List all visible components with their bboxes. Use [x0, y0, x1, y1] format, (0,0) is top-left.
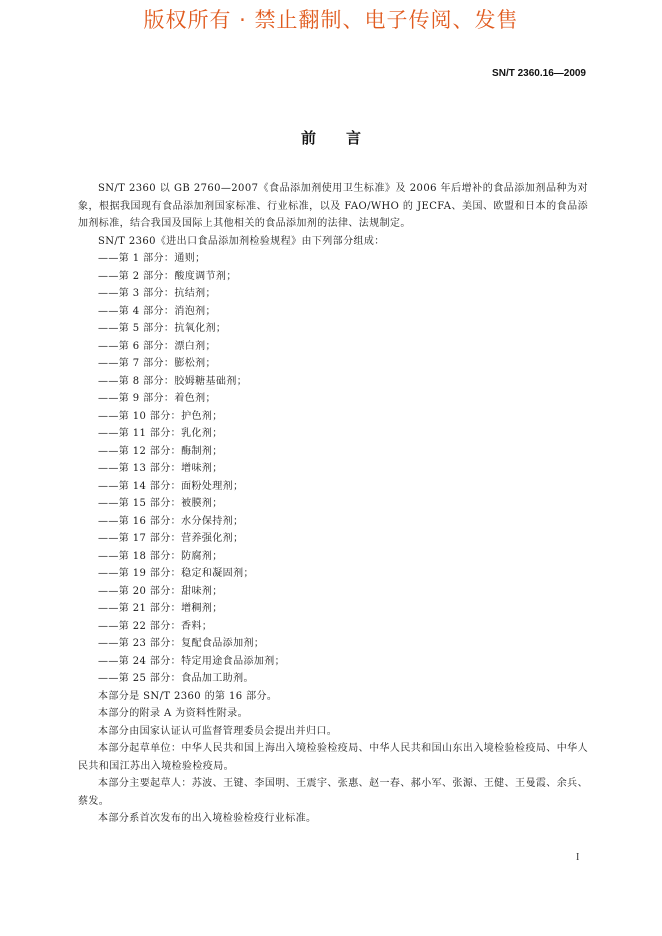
- part-list-item: ——第 3 部分：抗结剂；: [98, 288, 216, 299]
- part-list-item: ——第 10 部分：护色剂；: [98, 410, 223, 422]
- page-number: I: [576, 852, 580, 863]
- part-list-item: ——第 13 部分：增味剂；: [98, 463, 223, 474]
- copyright-banner: 版权所有 · 禁止翻制、电子传阅、发售: [143, 8, 519, 32]
- part-list-item: ——第 9 部分：着色剂；: [98, 393, 216, 404]
- part-list-item: ——第 2 部分：酸度调节剂；: [98, 270, 237, 282]
- foreword-body: [78, 180, 588, 828]
- intro-paragraph: SN/T 2360 以 GB 2760—2007《食品添加剂使用卫生标准》及 2006 年后增补的食品添加剂品种为对象，根据我国现有食品添加剂国家标准、行业标准，以及 FAO/WHO 的 JECFA、美国、欧盟和日本的食品添加剂标准，结合我国及国际上其他相关的食品添加剂的法律、法规制定。: [78, 183, 588, 229]
- part-list-item: ——第 21 部分：增稠剂；: [98, 603, 223, 614]
- part-list-item: ——第 5 部分：抗氧化剂；: [98, 323, 227, 334]
- standard-code: SN/T 2360.16—2009: [492, 68, 586, 79]
- part-list-item: ——第 17 部分：营养强化剂；: [98, 533, 244, 544]
- part-list-item: ——第 4 部分：消泡剂；: [98, 305, 216, 317]
- part-list-item: ——第 16 部分：水分保持剂；: [98, 515, 244, 527]
- part-list-item: ——第 18 部分：防腐剂；: [98, 550, 223, 562]
- part-list-item: ——第 24 部分：特定用途食品添加剂；: [98, 655, 286, 667]
- part-list-item: ——第 7 部分：膨松剂；: [98, 358, 216, 369]
- drafting-units-paragraph: 本部分起草单位：中华人民共和国上海出入境检验检疫局、中华人民共和国山东出入境检验检疫局、中华人民共和国江苏出入境检验检疫局。: [78, 743, 588, 772]
- part-list-item: ——第 1 部分：通则；: [98, 253, 206, 264]
- parts-list: [78, 250, 588, 688]
- part-list-item: ——第 20 部分：甜味剂；: [98, 585, 223, 597]
- proposer-paragraph: 本部分由国家认证认可监督管理委员会提出并归口。: [98, 725, 338, 737]
- parts-intro-paragraph: SN/T 2360《进出口食品添加剂检验规程》由下列部分组成：: [98, 235, 385, 247]
- part-list-item: ——第 19 部分：稳定和凝固剂；: [98, 568, 254, 579]
- part-list-item: ——第 6 部分：漂白剂；: [98, 340, 216, 352]
- part-list-item: ——第 15 部分：被膜剂；: [98, 498, 223, 509]
- drafters-paragraph: 本部分主要起草人：苏波、王键、李国明、王震宇、张惠、赵一春、郝小军、张源、王健、王曼霞、余兵、蔡发。: [78, 778, 588, 807]
- first-release-paragraph: 本部分系首次发布的出入境检验检疫行业标准。: [98, 813, 317, 824]
- part-list-item: ——第 8 部分：胶姆糖基础剂；: [98, 375, 248, 387]
- part-list-item: ——第 22 部分：香料；: [98, 620, 213, 632]
- part-list-item: ——第 12 部分：酶制剂；: [98, 445, 223, 457]
- part-number-paragraph: 本部分是 SN/T 2360 的第 16 部分。: [98, 690, 278, 702]
- part-list-item: ——第 23 部分：复配食品添加剂；: [98, 638, 265, 649]
- part-list-item: ——第 11 部分：乳化剂；: [98, 428, 223, 439]
- page-title: 前言: [300, 129, 391, 147]
- appendix-paragraph: 本部分的附录 A 为资料性附录。: [98, 708, 248, 719]
- part-list-item: ——第 25 部分：食品加工助剂。: [98, 673, 254, 684]
- part-list-item: ——第 14 部分：面粉处理剂；: [98, 480, 244, 492]
